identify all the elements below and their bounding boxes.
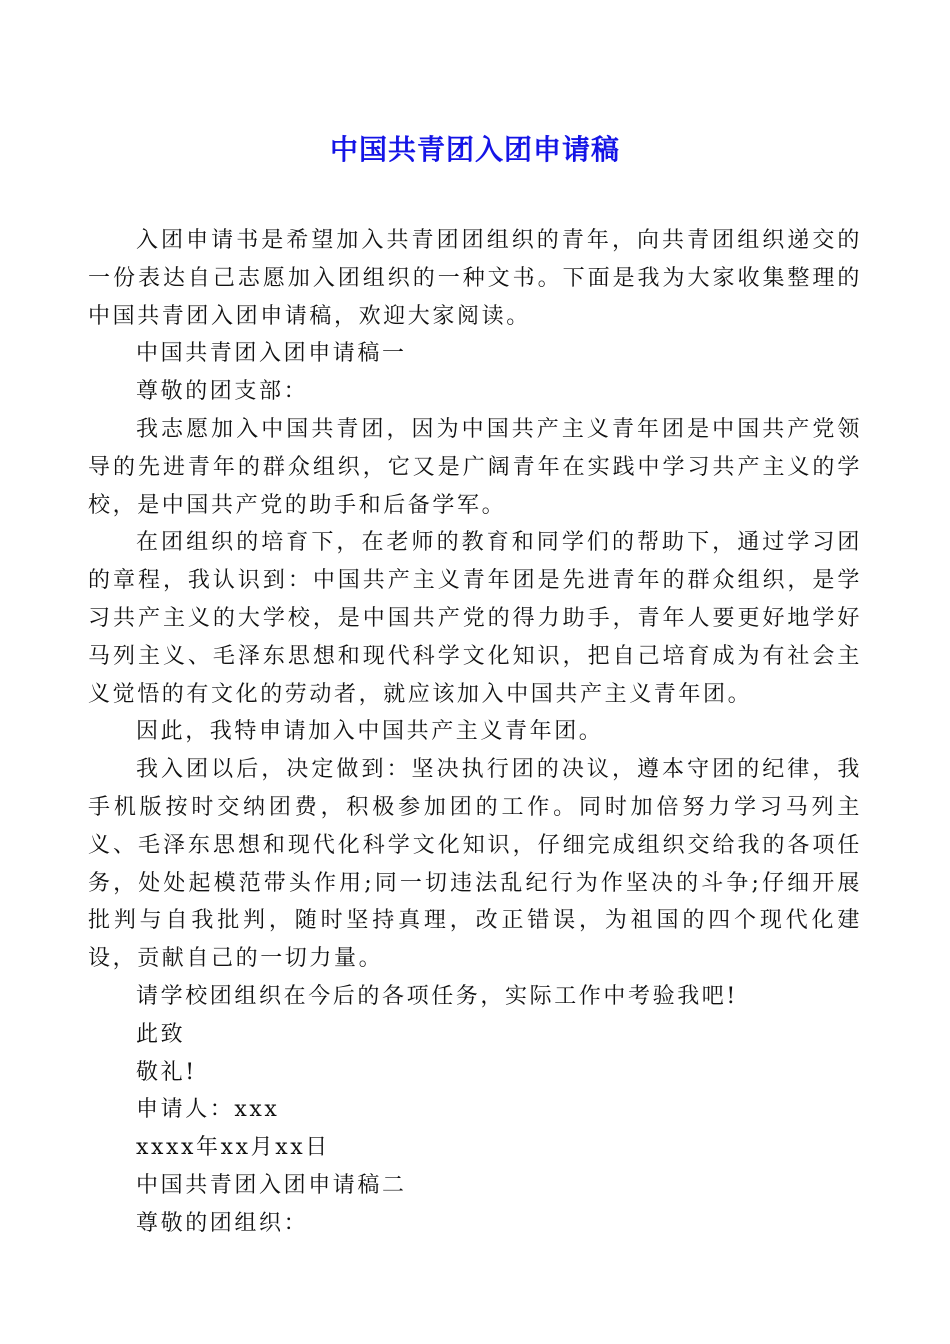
paragraph: 我志愿加入中国共青团，因为中国共产主义青年团是中国共产党领导的先进青年的群众组织，它又是广阔青年在实践中学习共产主义的学校，是中国共产党的助手和后备学军。 — [88, 416, 862, 518]
paragraph-intro: 入团申请书是希望加入共青团团组织的青年，向共青团组织递交的一份表达自己志愿加入团组织的一种文书。下面是我为大家收集整理的中国共青团入团申请稿，欢迎大家阅读。 — [88, 228, 862, 329]
paragraph: 我入团以后，决定做到：坚决执行团的决议，遵本守团的纪律，我手机版按时交纳团费，积极参加团的工作。同时加倍努力学习马列主义、毛泽东思想和现代化科学文化知识，仔细完成组织交给我的各项任务，处处起模范带头作用;同一切违法乱纪行为作坚决的斗争;仔细开展批判与自我批判，随时坚持真理，改正错误，为祖国的四个现代化建设，贡献自己的一切力量。 — [88, 757, 862, 972]
closing-salute: 敬礼! — [136, 1059, 197, 1085]
date-line: xxxx年xx月xx日 — [136, 1135, 330, 1161]
section-heading-2: 中国共青团入团申请稿二 — [136, 1172, 407, 1198]
paragraph: 请学校团组织在今后的各项任务，实际工作中考验我吧! — [136, 983, 738, 1009]
section-heading-1: 中国共青团入团申请稿一 — [136, 341, 407, 367]
document-title: 中国共青团入团申请稿 — [329, 133, 620, 166]
applicant-line: 申请人：xxx — [136, 1097, 280, 1123]
salutation-1: 尊敬的团支部： — [136, 379, 309, 405]
document-body — [88, 222, 862, 1243]
paragraph: 在团组织的培育下，在老师的教育和同学们的帮助下，通过学习团的章程，我认识到：中国共产主义青年团是先进青年的群众组织，是学习共产主义的大学校，是中国共产党的得力助手，青年人要更好地学好马列主义、毛泽东思想和现代科学文化知识，把自己培育成为有社会主义觉悟的有文化的劳动者，就应该加入中国共产主义青年团。 — [88, 530, 862, 707]
paragraph: 因此，我特申请加入中国共产主义青年团。 — [136, 719, 604, 745]
salutation-2: 尊敬的团组织： — [136, 1210, 309, 1236]
closing-phrase: 此致 — [136, 1021, 186, 1047]
